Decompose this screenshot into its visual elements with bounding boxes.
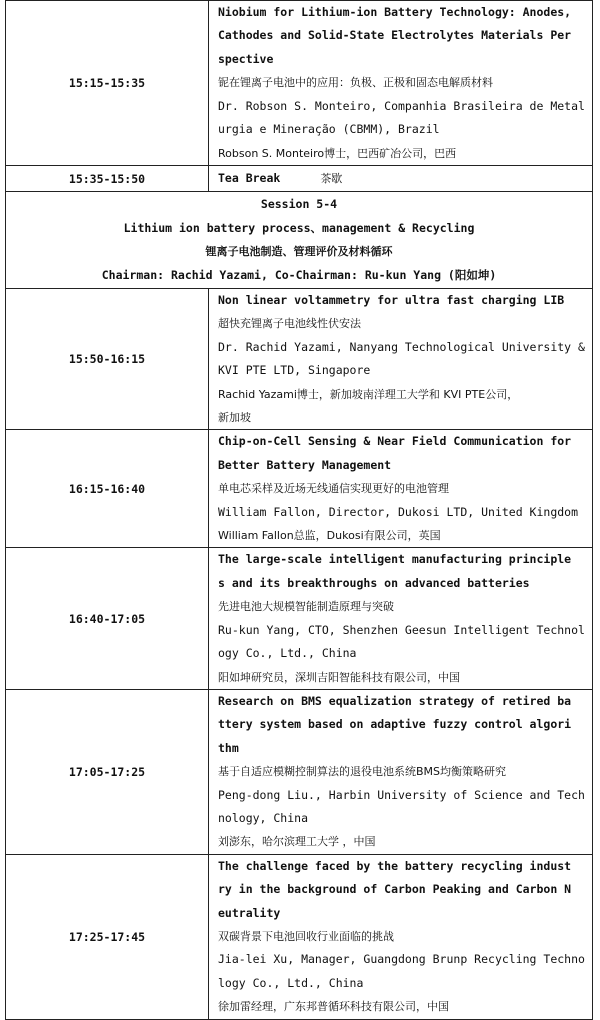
talk-title: s and its breakthroughs on advanced batteries xyxy=(218,575,530,590)
talk-title: Niobium for Lithium-ion Battery Technology: Anodes, xyxy=(218,5,572,20)
talk-cell xyxy=(209,689,593,854)
talk-title: Better Battery Management xyxy=(218,457,392,472)
speaker-affiliation-zh: William Fallon总监，Dukosi有限公司，英国 xyxy=(218,529,441,543)
speaker-affiliation: nology, China xyxy=(218,810,309,825)
talk-title: eutrality xyxy=(218,905,281,920)
talk-cell xyxy=(209,548,593,689)
talk-cell xyxy=(209,1,593,166)
speaker-affiliation: ogy Co., Ltd., China xyxy=(218,646,357,661)
talk-title: Cathodes and Solid-State Electrolytes Materials Per xyxy=(218,28,572,43)
speaker-affiliation: urgia e Mineração (CBMM), Brazil xyxy=(218,122,440,137)
table-row xyxy=(6,548,593,689)
time-cell: 16:15-16:40 xyxy=(6,430,209,548)
talk-title-zh: 双碳背景下电池回收行业面临的挑战 xyxy=(218,929,394,943)
schedule-table xyxy=(5,0,593,1020)
talk-title: Chip-on-Cell Sensing & Near Field Communication for xyxy=(218,434,572,449)
talk-title: ttery system based on adaptive fuzzy control algori xyxy=(218,717,572,732)
table-row xyxy=(6,289,593,430)
speaker-affiliation-zh: 阳如坤研究员，深圳吉阳智能科技有限公司，中国 xyxy=(218,670,460,684)
break-label: Tea Break xyxy=(218,170,281,185)
session-header-row xyxy=(6,192,593,289)
speaker-affiliation: Jia-lei Xu, Manager, Guangdong Brunp Recycling Techno xyxy=(218,952,585,967)
talk-title-zh: 铌在锂离子电池中的应用：负极、正极和固态电解质材料 xyxy=(218,76,493,90)
talk-title-zh: 单电芯采样及近场无线通信实现更好的电池管理 xyxy=(218,482,449,496)
speaker-affiliation: Dr. Robson S. Monteiro, Companhia Brasileira de Metal xyxy=(218,98,585,113)
table-row xyxy=(6,854,593,1019)
talk-title: ry in the background of Carbon Peaking and Carbon N xyxy=(218,882,572,897)
speaker-affiliation: William Fallon, Director, Dukosi LTD, United Kingdom xyxy=(218,504,579,519)
speaker-affiliation: Peng-dong Liu., Harbin University of Science and Tech xyxy=(218,787,585,802)
speaker-affiliation: KVI PTE LTD, Singapore xyxy=(218,363,371,378)
session-title: Lithium ion battery process、management & Recycling xyxy=(123,220,475,235)
session-chairs: Chairman: Rachid Yazami, Co-Chairman: Ru-kun Yang (阳如坤) xyxy=(101,267,497,282)
session-header xyxy=(6,192,593,289)
speaker-affiliation: Dr. Rachid Yazami, Nanyang Technological University & xyxy=(218,339,585,354)
talk-cell xyxy=(209,289,593,430)
time-cell: 17:25-17:45 xyxy=(6,854,209,1019)
speaker-affiliation: logy Co., Ltd., China xyxy=(218,975,364,990)
speaker-affiliation-zh: Rachid Yazami博士，新加坡南洋理工大学和 KVI PTE公司， xyxy=(218,387,519,401)
talk-title-zh: 基于自适应模糊控制算法的退役电池系统BMS均衡策略研究 xyxy=(218,765,507,779)
talk-title: spective xyxy=(218,51,274,66)
table-row xyxy=(6,689,593,854)
time-cell: 17:05-17:25 xyxy=(6,689,209,854)
break-cell xyxy=(209,166,593,192)
break-label-zh: 茶歇 xyxy=(320,171,343,185)
table-row xyxy=(6,1,593,166)
talk-cell xyxy=(209,854,593,1019)
table-row xyxy=(6,166,593,192)
speaker-affiliation-zh: 徐加雷经理，广东邦普循环科技有限公司，中国 xyxy=(218,1000,449,1014)
time-cell: 15:50-16:15 xyxy=(6,289,209,430)
talk-title-zh: 先进电池大规模智能制造原理与突破 xyxy=(218,600,394,614)
talk-title: The challenge faced by the battery recycling indust xyxy=(218,858,572,873)
talk-title: thm xyxy=(218,740,239,755)
talk-title: Research on BMS equalization strategy of retired ba xyxy=(218,693,572,708)
table-row xyxy=(6,430,593,548)
talk-title: The large-scale intelligent manufacturing principle xyxy=(218,552,572,567)
time-cell: 15:35-15:50 xyxy=(6,166,209,192)
session-title-zh: 锂离子电池制造、管理评价及材料循环 xyxy=(205,245,393,258)
session-number: Session 5-4 xyxy=(260,197,338,211)
time-cell: 15:15-15:35 xyxy=(6,1,209,166)
talk-title: Non linear voltammetry for ultra fast charging LIB xyxy=(218,293,565,307)
speaker-affiliation-zh: 新加坡 xyxy=(218,411,251,425)
speaker-affiliation: Ru-kun Yang, CTO, Shenzhen Geesun Intelligent Technol xyxy=(218,622,585,637)
talk-title-zh: 超快充锂离子电池线性伏安法 xyxy=(218,317,361,331)
speaker-affiliation-zh: 刘澎东，哈尔滨理工大学 ，中国 xyxy=(218,835,376,849)
speaker-affiliation-zh: Robson S. Monteiro博士，巴西矿冶公司，巴西 xyxy=(218,146,457,160)
talk-cell xyxy=(209,430,593,548)
time-cell: 16:40-17:05 xyxy=(6,548,209,689)
